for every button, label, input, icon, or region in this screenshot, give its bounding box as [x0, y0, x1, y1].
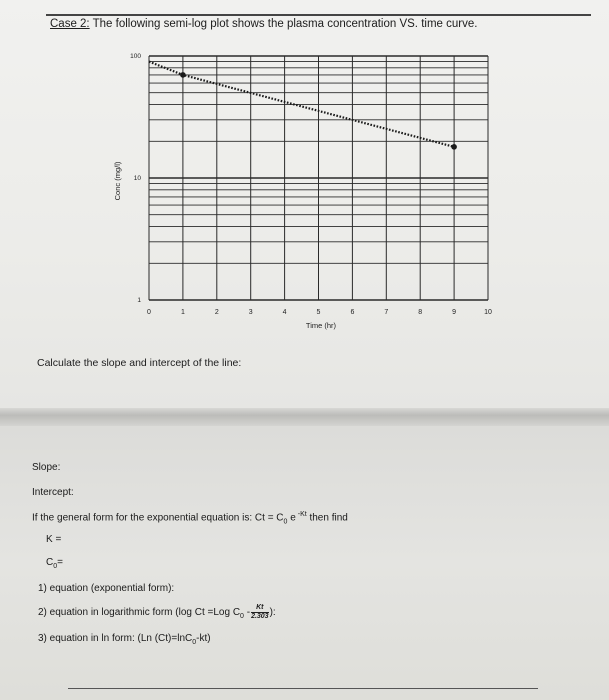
- item3-subscript: 0: [192, 639, 197, 646]
- general-form-line: [32, 511, 348, 525]
- footer-rule: [68, 688, 538, 689]
- slope-label: Slope:: [32, 462, 61, 473]
- c-zero-subscript: 0: [283, 518, 288, 526]
- kt-over-2303-fraction: [251, 604, 269, 621]
- case-description: The following semi-log plot shows the plasma concentration VS. time curve.: [92, 18, 478, 30]
- y-axis-label: Conc (mg/l): [113, 161, 122, 201]
- c0-equals: =: [57, 557, 63, 568]
- case-label: Case 2:: [50, 18, 90, 30]
- c0-line: [46, 557, 63, 570]
- item-exponential-form: 1) equation (exponential form):: [38, 583, 175, 594]
- data-point-1: [451, 144, 457, 150]
- item2-subscript: 0: [240, 613, 244, 621]
- x-tick-label-8: 8: [418, 309, 423, 316]
- item2-suffix: ):: [269, 607, 276, 619]
- x-axis-label: Time (hr): [305, 321, 337, 330]
- then-find-text: then find: [306, 512, 348, 524]
- x-tick-label-0: 0: [147, 309, 151, 316]
- x-tick-label-3: 3: [248, 309, 253, 316]
- general-form-text: If the general form for the exponential equation is: Ct = C: [32, 512, 284, 524]
- item2-text: 2) equation in logarithmic form (log Ct =Log C: [38, 607, 241, 619]
- fraction-denominator: 2.303: [251, 613, 269, 620]
- x-tick-label-4: 4: [282, 309, 287, 316]
- item3-suffix: -kt): [196, 633, 211, 644]
- x-tick-label-10: 10: [484, 309, 492, 316]
- item3-text: 3) equation in ln form: (Ln (Ct)=lnC: [38, 633, 193, 644]
- c0-subscript: 0: [53, 563, 58, 570]
- item-logarithmic-form: 2) equation in logarithmic form (log Ct =Log $C_0$ - $\frac{Kt}{2.303}$ ):: [38, 604, 276, 621]
- question-prompt: Calculate the slope and intercept of the line:: [37, 357, 242, 369]
- x-tick-label-6: 6: [350, 309, 355, 316]
- c-letter: C: [46, 557, 54, 568]
- item-ln-form: [38, 633, 211, 646]
- x-tick-label-5: 5: [316, 309, 321, 316]
- exponent-kt: -Kt: [295, 511, 307, 518]
- intercept-label: Intercept:: [32, 487, 74, 498]
- e-symbol: e: [287, 512, 296, 524]
- x-tick-label-1: 1: [180, 309, 185, 316]
- page-fold-shadow: [0, 408, 609, 426]
- x-tick-label-2: 2: [214, 309, 219, 316]
- x-tick-label-9: 9: [452, 309, 457, 316]
- x-tick-label-7: 7: [384, 309, 389, 316]
- y-tick-label-1: 1: [137, 297, 141, 304]
- y-tick-label-10: 10: [133, 175, 141, 182]
- data-point-0: [180, 72, 186, 78]
- lower-page-region: [0, 426, 609, 700]
- y-tick-label-100: 100: [130, 53, 141, 60]
- k-label: K =: [46, 534, 62, 545]
- fraction-numerator: Kt: [251, 604, 269, 613]
